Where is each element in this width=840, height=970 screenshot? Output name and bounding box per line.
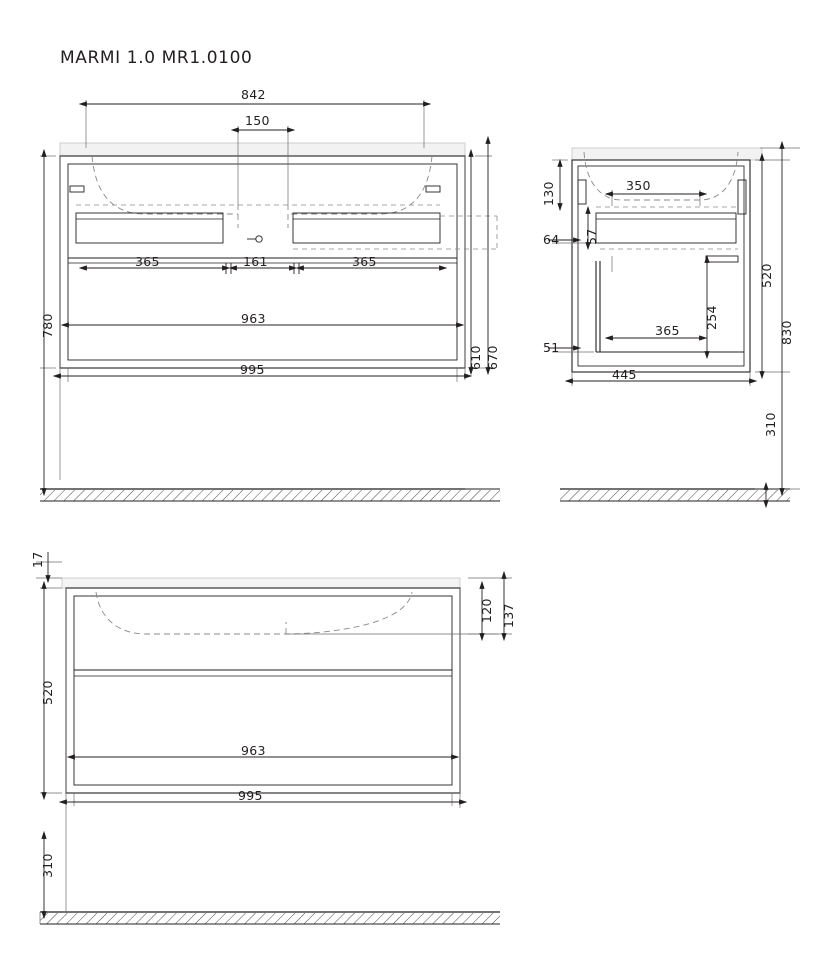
dim-label-520-side: 520 bbox=[759, 263, 774, 288]
bottom-cabinet-body bbox=[66, 588, 460, 793]
page-title: MARMI 1.0 MR1.0100 bbox=[60, 48, 253, 68]
bottom-floor bbox=[40, 912, 500, 924]
dim-label-610: 610 bbox=[468, 345, 483, 370]
dim-label-150: 150 bbox=[245, 113, 270, 128]
dim-label-365-left: 365 bbox=[135, 254, 160, 269]
dim-label-64: 64 bbox=[543, 232, 560, 247]
front-floor bbox=[40, 489, 500, 501]
side-countertop bbox=[572, 148, 762, 160]
dim-label-780: 780 bbox=[40, 313, 55, 338]
dim-label-670: 670 bbox=[485, 345, 500, 370]
bottom-countertop bbox=[62, 578, 460, 588]
dim-label-310-side: 310 bbox=[763, 412, 778, 437]
dim-label-842: 842 bbox=[241, 87, 266, 102]
dim-label-310-bottom: 310 bbox=[40, 853, 55, 878]
dim-label-963-bottom: 963 bbox=[241, 743, 266, 758]
bottom-sink-outline bbox=[96, 592, 412, 634]
dim-label-830: 830 bbox=[779, 320, 794, 345]
side-floor bbox=[560, 489, 790, 501]
dim-label-130: 130 bbox=[541, 181, 556, 206]
dim-label-995-bottom: 995 bbox=[238, 788, 263, 803]
dim-label-963: 963 bbox=[241, 311, 266, 326]
dim-label-365-side: 365 bbox=[655, 323, 680, 338]
dim-label-120: 120 bbox=[479, 598, 494, 623]
dim-label-445: 445 bbox=[612, 367, 637, 382]
front-overflow-hole bbox=[247, 236, 262, 242]
dim-label-350: 350 bbox=[626, 178, 651, 193]
dim-label-365-right: 365 bbox=[352, 254, 377, 269]
dim-label-995: 995 bbox=[240, 362, 265, 377]
front-handle-right bbox=[293, 186, 440, 243]
front-countertop bbox=[60, 143, 465, 156]
dim-label-51: 51 bbox=[543, 340, 560, 355]
front-sink-outline bbox=[92, 156, 432, 228]
dim-label-137: 137 bbox=[501, 603, 516, 628]
side-drawer-upper bbox=[578, 180, 746, 243]
dim-label-161: 161 bbox=[243, 254, 268, 269]
dim-label-17: 17 bbox=[30, 551, 45, 568]
dim-label-57: 57 bbox=[584, 228, 599, 245]
front-handle-left bbox=[70, 186, 223, 243]
front-hidden-lines bbox=[76, 205, 497, 249]
dim-label-254: 254 bbox=[704, 305, 719, 330]
dim-label-520-bottom: 520 bbox=[40, 680, 55, 705]
side-cabinet-body bbox=[572, 160, 750, 372]
